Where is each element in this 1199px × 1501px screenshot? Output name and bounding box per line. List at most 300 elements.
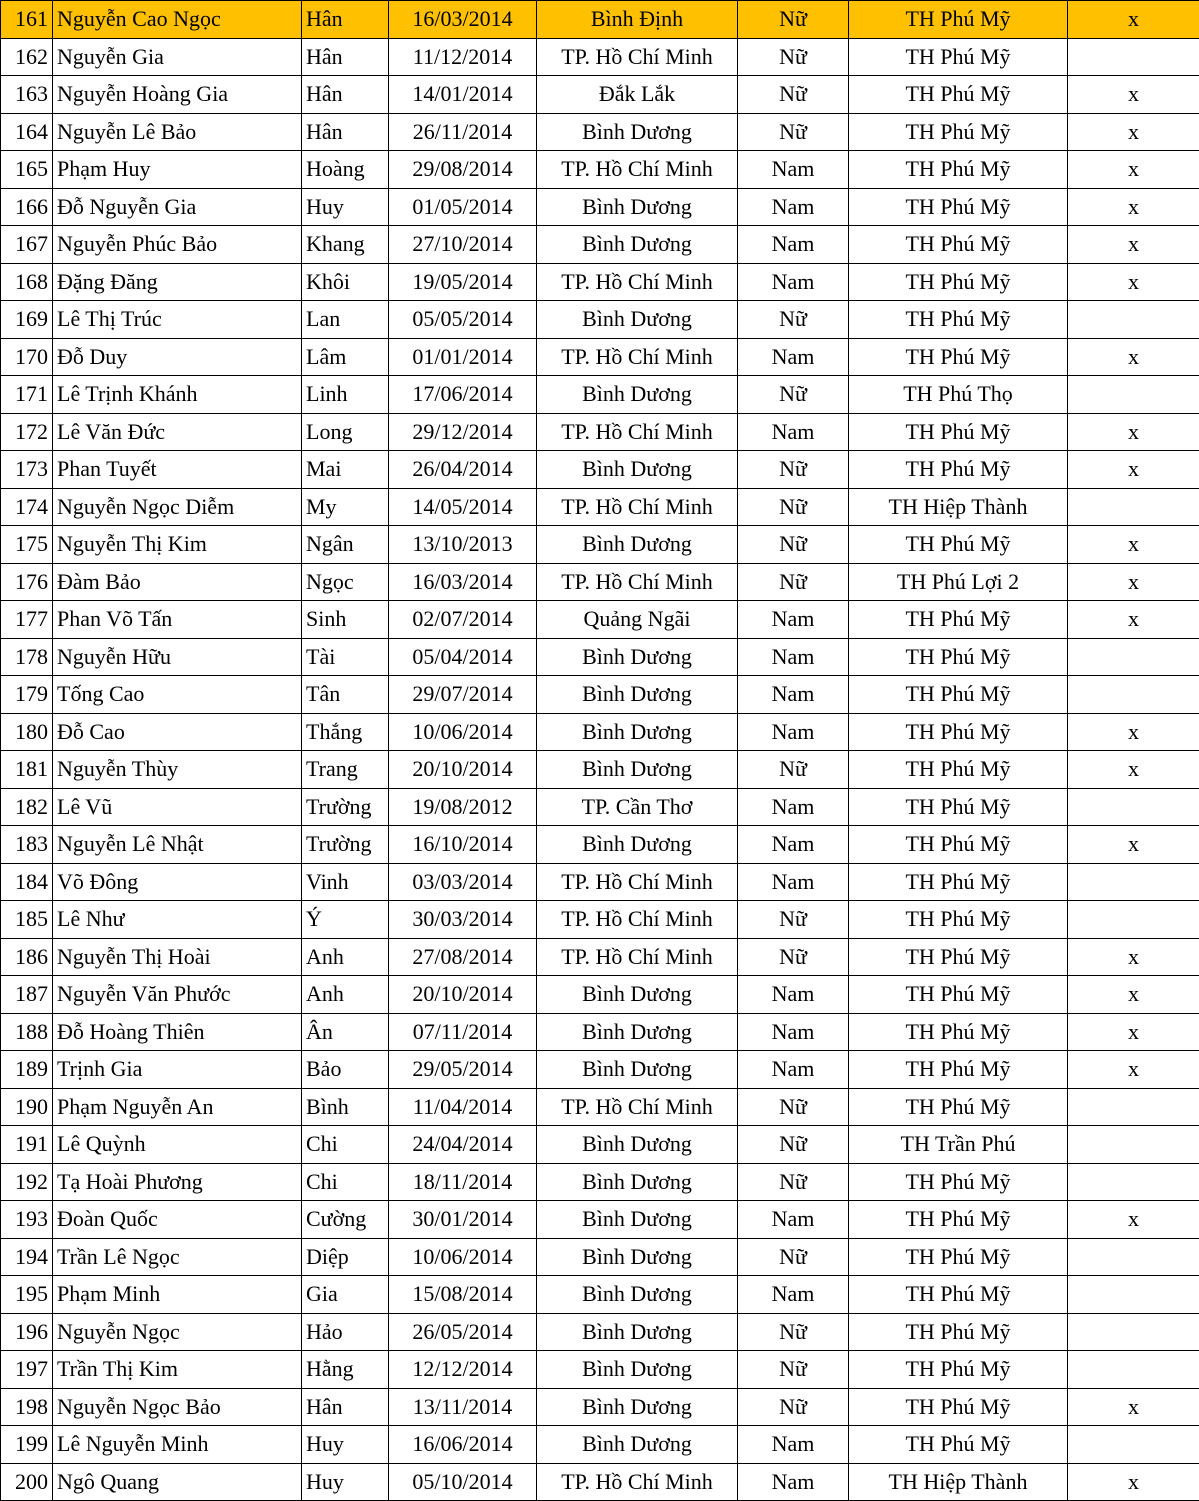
school-cell[interactable]: TH Hiệp Thành [849,1463,1068,1501]
surname-cell[interactable]: Lê Thị Trúc [53,301,302,339]
school-cell[interactable]: TH Phú Mỹ [849,301,1068,339]
gender-cell[interactable]: Nam [738,826,849,864]
school-cell[interactable]: TH Phú Mỹ [849,676,1068,714]
surname-cell[interactable]: Nguyễn Ngọc Bảo [53,1388,302,1426]
given-name-cell[interactable]: Hoàng [302,151,389,189]
birth-date-cell[interactable]: 19/05/2014 [389,263,537,301]
birth-date-cell[interactable]: 26/11/2014 [389,113,537,151]
given-name-cell[interactable]: Huy [302,1426,389,1464]
row-number-cell[interactable]: 170 [1,338,53,376]
school-cell[interactable]: TH Phú Mỹ [849,1051,1068,1089]
school-cell[interactable]: TH Phú Mỹ [849,1,1068,39]
mark-cell[interactable] [1068,488,1199,526]
mark-cell[interactable]: x [1068,1,1199,39]
school-cell[interactable]: TH Phú Mỹ [849,1201,1068,1239]
mark-cell[interactable]: x [1068,451,1199,489]
given-name-cell[interactable]: Chi [302,1126,389,1164]
surname-cell[interactable]: Lê Trịnh Khánh [53,376,302,414]
mark-cell[interactable] [1068,1313,1199,1351]
birth-date-cell[interactable]: 24/04/2014 [389,1126,537,1164]
surname-cell[interactable]: Lê Nguyễn Minh [53,1426,302,1464]
gender-cell[interactable]: Nam [738,638,849,676]
birth-date-cell[interactable]: 16/10/2014 [389,826,537,864]
row-number-cell[interactable]: 164 [1,113,53,151]
birth-date-cell[interactable]: 14/05/2014 [389,488,537,526]
birth-place-cell[interactable]: Bình Dương [537,713,738,751]
mark-cell[interactable]: x [1068,751,1199,789]
surname-cell[interactable]: Tạ Hoài Phương [53,1163,302,1201]
mark-cell[interactable] [1068,863,1199,901]
birth-place-cell[interactable]: TP. Hồ Chí Minh [537,901,738,939]
given-name-cell[interactable]: Hân [302,113,389,151]
surname-cell[interactable]: Phan Võ Tấn [53,601,302,639]
surname-cell[interactable]: Phạm Minh [53,1276,302,1314]
birth-place-cell[interactable]: Bình Dương [537,188,738,226]
surname-cell[interactable]: Trịnh Gia [53,1051,302,1089]
mark-cell[interactable]: x [1068,1388,1199,1426]
birth-date-cell[interactable]: 01/01/2014 [389,338,537,376]
given-name-cell[interactable]: Anh [302,976,389,1014]
row-number-cell[interactable]: 191 [1,1126,53,1164]
school-cell[interactable]: TH Phú Mỹ [849,263,1068,301]
surname-cell[interactable]: Phạm Nguyễn An [53,1088,302,1126]
birth-place-cell[interactable]: Bình Dương [537,1126,738,1164]
surname-cell[interactable]: Tống Cao [53,676,302,714]
row-number-cell[interactable]: 183 [1,826,53,864]
gender-cell[interactable]: Nữ [738,1126,849,1164]
birth-date-cell[interactable]: 29/07/2014 [389,676,537,714]
gender-cell[interactable]: Nam [738,263,849,301]
school-cell[interactable]: TH Phú Mỹ [849,1313,1068,1351]
mark-cell[interactable]: x [1068,113,1199,151]
gender-cell[interactable]: Nữ [738,751,849,789]
row-number-cell[interactable]: 177 [1,601,53,639]
row-number-cell[interactable]: 167 [1,226,53,264]
school-cell[interactable]: TH Hiệp Thành [849,488,1068,526]
given-name-cell[interactable]: Ý [302,901,389,939]
row-number-cell[interactable]: 161 [1,1,53,39]
birth-place-cell[interactable]: Bình Định [537,1,738,39]
surname-cell[interactable]: Nguyễn Lê Nhật [53,826,302,864]
row-number-cell[interactable]: 169 [1,301,53,339]
surname-cell[interactable]: Nguyễn Hữu [53,638,302,676]
given-name-cell[interactable]: Huy [302,1463,389,1501]
given-name-cell[interactable]: Ân [302,1013,389,1051]
given-name-cell[interactable]: Anh [302,938,389,976]
surname-cell[interactable]: Phạm Huy [53,151,302,189]
birth-place-cell[interactable]: TP. Cần Thơ [537,788,738,826]
birth-place-cell[interactable]: Bình Dương [537,826,738,864]
school-cell[interactable]: TH Phú Mỹ [849,226,1068,264]
surname-cell[interactable]: Đỗ Duy [53,338,302,376]
school-cell[interactable]: TH Phú Mỹ [849,938,1068,976]
school-cell[interactable]: TH Phú Mỹ [849,526,1068,564]
mark-cell[interactable]: x [1068,413,1199,451]
surname-cell[interactable]: Nguyễn Thùy [53,751,302,789]
row-number-cell[interactable]: 179 [1,676,53,714]
row-number-cell[interactable]: 194 [1,1238,53,1276]
birth-place-cell[interactable]: TP. Hồ Chí Minh [537,1463,738,1501]
school-cell[interactable]: TH Phú Mỹ [849,338,1068,376]
mark-cell[interactable]: x [1068,826,1199,864]
birth-place-cell[interactable]: TP. Hồ Chí Minh [537,938,738,976]
gender-cell[interactable]: Nam [738,976,849,1014]
gender-cell[interactable]: Nam [738,151,849,189]
school-cell[interactable]: TH Phú Mỹ [849,413,1068,451]
mark-cell[interactable] [1068,788,1199,826]
surname-cell[interactable]: Võ Đông [53,863,302,901]
mark-cell[interactable] [1068,901,1199,939]
birth-date-cell[interactable]: 13/11/2014 [389,1388,537,1426]
gender-cell[interactable]: Nữ [738,1351,849,1389]
row-number-cell[interactable]: 195 [1,1276,53,1314]
birth-date-cell[interactable]: 26/05/2014 [389,1313,537,1351]
row-number-cell[interactable]: 197 [1,1351,53,1389]
school-cell[interactable]: TH Phú Mỹ [849,451,1068,489]
mark-cell[interactable] [1068,1163,1199,1201]
given-name-cell[interactable]: Lâm [302,338,389,376]
given-name-cell[interactable]: Trường [302,826,389,864]
school-cell[interactable]: TH Phú Mỹ [849,113,1068,151]
birth-place-cell[interactable]: Bình Dương [537,1276,738,1314]
gender-cell[interactable]: Nam [738,413,849,451]
row-number-cell[interactable]: 193 [1,1201,53,1239]
given-name-cell[interactable]: Khôi [302,263,389,301]
row-number-cell[interactable]: 200 [1,1463,53,1501]
gender-cell[interactable]: Nam [738,1426,849,1464]
mark-cell[interactable] [1068,301,1199,339]
given-name-cell[interactable]: Hân [302,38,389,76]
birth-place-cell[interactable]: Bình Dương [537,1238,738,1276]
mark-cell[interactable] [1068,1351,1199,1389]
surname-cell[interactable]: Lê Như [53,901,302,939]
birth-date-cell[interactable]: 26/04/2014 [389,451,537,489]
school-cell[interactable]: TH Phú Mỹ [849,1088,1068,1126]
gender-cell[interactable]: Nam [738,1051,849,1089]
surname-cell[interactable]: Đỗ Cao [53,713,302,751]
surname-cell[interactable]: Đỗ Hoàng Thiên [53,1013,302,1051]
gender-cell[interactable]: Nam [738,1201,849,1239]
given-name-cell[interactable]: Bình [302,1088,389,1126]
gender-cell[interactable]: Nam [738,188,849,226]
school-cell[interactable]: TH Phú Mỹ [849,638,1068,676]
gender-cell[interactable]: Nữ [738,1088,849,1126]
school-cell[interactable]: TH Phú Mỹ [849,38,1068,76]
school-cell[interactable]: TH Phú Mỹ [849,601,1068,639]
gender-cell[interactable]: Nam [738,863,849,901]
school-cell[interactable]: TH Phú Mỹ [849,1426,1068,1464]
gender-cell[interactable]: Nữ [738,301,849,339]
gender-cell[interactable]: Nữ [738,1388,849,1426]
mark-cell[interactable]: x [1068,1201,1199,1239]
birth-date-cell[interactable]: 16/03/2014 [389,563,537,601]
birth-place-cell[interactable]: Đắk Lắk [537,76,738,114]
row-number-cell[interactable]: 166 [1,188,53,226]
given-name-cell[interactable]: Chi [302,1163,389,1201]
row-number-cell[interactable]: 188 [1,1013,53,1051]
mark-cell[interactable] [1068,1426,1199,1464]
mark-cell[interactable] [1068,1126,1199,1164]
birth-date-cell[interactable]: 02/07/2014 [389,601,537,639]
school-cell[interactable]: TH Phú Mỹ [849,1388,1068,1426]
birth-place-cell[interactable]: TP. Hồ Chí Minh [537,413,738,451]
birth-date-cell[interactable]: 29/05/2014 [389,1051,537,1089]
surname-cell[interactable]: Đàm Bảo [53,563,302,601]
row-number-cell[interactable]: 181 [1,751,53,789]
birth-date-cell[interactable]: 11/12/2014 [389,38,537,76]
birth-date-cell[interactable]: 19/08/2012 [389,788,537,826]
row-number-cell[interactable]: 182 [1,788,53,826]
surname-cell[interactable]: Nguyễn Phúc Bảo [53,226,302,264]
gender-cell[interactable]: Nữ [738,113,849,151]
surname-cell[interactable]: Đỗ Nguyễn Gia [53,188,302,226]
row-number-cell[interactable]: 189 [1,1051,53,1089]
gender-cell[interactable]: Nữ [738,1313,849,1351]
birth-place-cell[interactable]: Bình Dương [537,1351,738,1389]
given-name-cell[interactable]: Cường [302,1201,389,1239]
given-name-cell[interactable]: Ngân [302,526,389,564]
birth-place-cell[interactable]: Bình Dương [537,1426,738,1464]
row-number-cell[interactable]: 162 [1,38,53,76]
row-number-cell[interactable]: 187 [1,976,53,1014]
birth-place-cell[interactable]: Quảng Ngãi [537,601,738,639]
birth-place-cell[interactable]: Bình Dương [537,676,738,714]
birth-date-cell[interactable]: 20/10/2014 [389,976,537,1014]
birth-date-cell[interactable]: 12/12/2014 [389,1351,537,1389]
given-name-cell[interactable]: Bảo [302,1051,389,1089]
birth-place-cell[interactable]: Bình Dương [537,1313,738,1351]
row-number-cell[interactable]: 180 [1,713,53,751]
surname-cell[interactable]: Nguyễn Lê Bảo [53,113,302,151]
school-cell[interactable]: TH Phú Mỹ [849,151,1068,189]
surname-cell[interactable]: Nguyễn Gia [53,38,302,76]
birth-date-cell[interactable]: 16/03/2014 [389,1,537,39]
given-name-cell[interactable]: Vinh [302,863,389,901]
surname-cell[interactable]: Nguyễn Văn Phước [53,976,302,1014]
surname-cell[interactable]: Nguyễn Ngọc [53,1313,302,1351]
birth-place-cell[interactable]: Bình Dương [537,976,738,1014]
birth-place-cell[interactable]: TP. Hồ Chí Minh [537,563,738,601]
school-cell[interactable]: TH Phú Mỹ [849,1238,1068,1276]
birth-place-cell[interactable]: TP. Hồ Chí Minh [537,338,738,376]
gender-cell[interactable]: Nam [738,713,849,751]
surname-cell[interactable]: Lê Văn Đức [53,413,302,451]
birth-place-cell[interactable]: Bình Dương [537,1051,738,1089]
school-cell[interactable]: TH Phú Mỹ [849,1163,1068,1201]
row-number-cell[interactable]: 192 [1,1163,53,1201]
birth-date-cell[interactable]: 05/04/2014 [389,638,537,676]
row-number-cell[interactable]: 171 [1,376,53,414]
gender-cell[interactable]: Nữ [738,901,849,939]
birth-date-cell[interactable]: 07/11/2014 [389,1013,537,1051]
birth-date-cell[interactable]: 16/06/2014 [389,1426,537,1464]
mark-cell[interactable]: x [1068,713,1199,751]
given-name-cell[interactable]: Trường [302,788,389,826]
mark-cell[interactable]: x [1068,226,1199,264]
surname-cell[interactable]: Nguyễn Thị Hoài [53,938,302,976]
gender-cell[interactable]: Nữ [738,1238,849,1276]
birth-date-cell[interactable]: 27/10/2014 [389,226,537,264]
given-name-cell[interactable]: Long [302,413,389,451]
birth-place-cell[interactable]: TP. Hồ Chí Minh [537,151,738,189]
mark-cell[interactable]: x [1068,601,1199,639]
birth-place-cell[interactable]: Bình Dương [537,376,738,414]
row-number-cell[interactable]: 198 [1,1388,53,1426]
birth-date-cell[interactable]: 17/06/2014 [389,376,537,414]
school-cell[interactable]: TH Phú Mỹ [849,788,1068,826]
birth-date-cell[interactable]: 27/08/2014 [389,938,537,976]
row-number-cell[interactable]: 185 [1,901,53,939]
birth-date-cell[interactable]: 10/06/2014 [389,713,537,751]
birth-date-cell[interactable]: 01/05/2014 [389,188,537,226]
surname-cell[interactable]: Nguyễn Thị Kim [53,526,302,564]
row-number-cell[interactable]: 178 [1,638,53,676]
row-number-cell[interactable]: 163 [1,76,53,114]
birth-date-cell[interactable]: 05/05/2014 [389,301,537,339]
given-name-cell[interactable]: Diệp [302,1238,389,1276]
birth-date-cell[interactable]: 18/11/2014 [389,1163,537,1201]
row-number-cell[interactable]: 190 [1,1088,53,1126]
given-name-cell[interactable]: Tài [302,638,389,676]
school-cell[interactable]: TH Phú Mỹ [849,976,1068,1014]
school-cell[interactable]: TH Phú Thọ [849,376,1068,414]
given-name-cell[interactable]: Gia [302,1276,389,1314]
mark-cell[interactable]: x [1068,151,1199,189]
gender-cell[interactable]: Nữ [738,451,849,489]
gender-cell[interactable]: Nam [738,676,849,714]
school-cell[interactable]: TH Phú Mỹ [849,863,1068,901]
birth-place-cell[interactable]: TP. Hồ Chí Minh [537,488,738,526]
birth-date-cell[interactable]: 30/01/2014 [389,1201,537,1239]
school-cell[interactable]: TH Phú Mỹ [849,1276,1068,1314]
surname-cell[interactable]: Trần Lê Ngọc [53,1238,302,1276]
school-cell[interactable]: TH Phú Mỹ [849,901,1068,939]
gender-cell[interactable]: Nữ [738,526,849,564]
row-number-cell[interactable]: 175 [1,526,53,564]
mark-cell[interactable] [1068,1088,1199,1126]
gender-cell[interactable]: Nam [738,338,849,376]
birth-date-cell[interactable]: 13/10/2013 [389,526,537,564]
given-name-cell[interactable]: Tân [302,676,389,714]
given-name-cell[interactable]: Linh [302,376,389,414]
birth-place-cell[interactable]: TP. Hồ Chí Minh [537,38,738,76]
gender-cell[interactable]: Nữ [738,38,849,76]
row-number-cell[interactable]: 168 [1,263,53,301]
gender-cell[interactable]: Nam [738,1276,849,1314]
mark-cell[interactable] [1068,1238,1199,1276]
surname-cell[interactable]: Phan Tuyết [53,451,302,489]
birth-place-cell[interactable]: Bình Dương [537,526,738,564]
mark-cell[interactable] [1068,38,1199,76]
school-cell[interactable]: TH Trần Phú [849,1126,1068,1164]
birth-date-cell[interactable]: 11/04/2014 [389,1088,537,1126]
mark-cell[interactable] [1068,1276,1199,1314]
surname-cell[interactable]: Nguyễn Cao Ngọc [53,1,302,39]
surname-cell[interactable]: Lê Vũ [53,788,302,826]
school-cell[interactable]: TH Phú Lợi 2 [849,563,1068,601]
given-name-cell[interactable]: My [302,488,389,526]
given-name-cell[interactable]: Hân [302,1388,389,1426]
birth-date-cell[interactable]: 29/12/2014 [389,413,537,451]
gender-cell[interactable]: Nữ [738,76,849,114]
row-number-cell[interactable]: 172 [1,413,53,451]
birth-place-cell[interactable]: TP. Hồ Chí Minh [537,263,738,301]
birth-place-cell[interactable]: Bình Dương [537,1013,738,1051]
birth-date-cell[interactable]: 14/01/2014 [389,76,537,114]
school-cell[interactable]: TH Phú Mỹ [849,76,1068,114]
given-name-cell[interactable]: Sinh [302,601,389,639]
birth-place-cell[interactable]: Bình Dương [537,113,738,151]
surname-cell[interactable]: Nguyễn Hoàng Gia [53,76,302,114]
birth-date-cell[interactable]: 30/03/2014 [389,901,537,939]
school-cell[interactable]: TH Phú Mỹ [849,751,1068,789]
gender-cell[interactable]: Nam [738,226,849,264]
given-name-cell[interactable]: Trang [302,751,389,789]
birth-place-cell[interactable]: TP. Hồ Chí Minh [537,1088,738,1126]
gender-cell[interactable]: Nam [738,788,849,826]
gender-cell[interactable]: Nam [738,601,849,639]
surname-cell[interactable]: Nguyễn Ngọc Diễm [53,488,302,526]
mark-cell[interactable]: x [1068,188,1199,226]
given-name-cell[interactable]: Mai [302,451,389,489]
surname-cell[interactable]: Đoàn Quốc [53,1201,302,1239]
mark-cell[interactable]: x [1068,76,1199,114]
surname-cell[interactable]: Ngô Quang [53,1463,302,1501]
birth-place-cell[interactable]: Bình Dương [537,226,738,264]
given-name-cell[interactable]: Thắng [302,713,389,751]
mark-cell[interactable]: x [1068,1463,1199,1501]
surname-cell[interactable]: Lê Quỳnh [53,1126,302,1164]
gender-cell[interactable]: Nữ [738,1163,849,1201]
given-name-cell[interactable]: Lan [302,301,389,339]
mark-cell[interactable]: x [1068,938,1199,976]
row-number-cell[interactable]: 173 [1,451,53,489]
gender-cell[interactable]: Nữ [738,938,849,976]
birth-place-cell[interactable]: Bình Dương [537,1388,738,1426]
birth-place-cell[interactable]: Bình Dương [537,1201,738,1239]
given-name-cell[interactable]: Hảo [302,1313,389,1351]
surname-cell[interactable]: Đặng Đăng [53,263,302,301]
given-name-cell[interactable]: Khang [302,226,389,264]
birth-place-cell[interactable]: Bình Dương [537,638,738,676]
row-number-cell[interactable]: 165 [1,151,53,189]
row-number-cell[interactable]: 196 [1,1313,53,1351]
gender-cell[interactable]: Nữ [738,1,849,39]
mark-cell[interactable]: x [1068,1051,1199,1089]
gender-cell[interactable]: Nam [738,1013,849,1051]
gender-cell[interactable]: Nam [738,1463,849,1501]
mark-cell[interactable]: x [1068,563,1199,601]
gender-cell[interactable]: Nữ [738,563,849,601]
birth-date-cell[interactable]: 10/06/2014 [389,1238,537,1276]
birth-place-cell[interactable]: TP. Hồ Chí Minh [537,863,738,901]
birth-place-cell[interactable]: Bình Dương [537,301,738,339]
given-name-cell[interactable]: Hân [302,76,389,114]
surname-cell[interactable]: Trần Thị Kim [53,1351,302,1389]
mark-cell[interactable] [1068,676,1199,714]
mark-cell[interactable] [1068,638,1199,676]
gender-cell[interactable]: Nữ [738,376,849,414]
birth-place-cell[interactable]: Bình Dương [537,751,738,789]
birth-date-cell[interactable]: 15/08/2014 [389,1276,537,1314]
birth-date-cell[interactable]: 03/03/2014 [389,863,537,901]
birth-date-cell[interactable]: 05/10/2014 [389,1463,537,1501]
given-name-cell[interactable]: Hân [302,1,389,39]
row-number-cell[interactable]: 174 [1,488,53,526]
mark-cell[interactable] [1068,376,1199,414]
row-number-cell[interactable]: 176 [1,563,53,601]
row-number-cell[interactable]: 184 [1,863,53,901]
